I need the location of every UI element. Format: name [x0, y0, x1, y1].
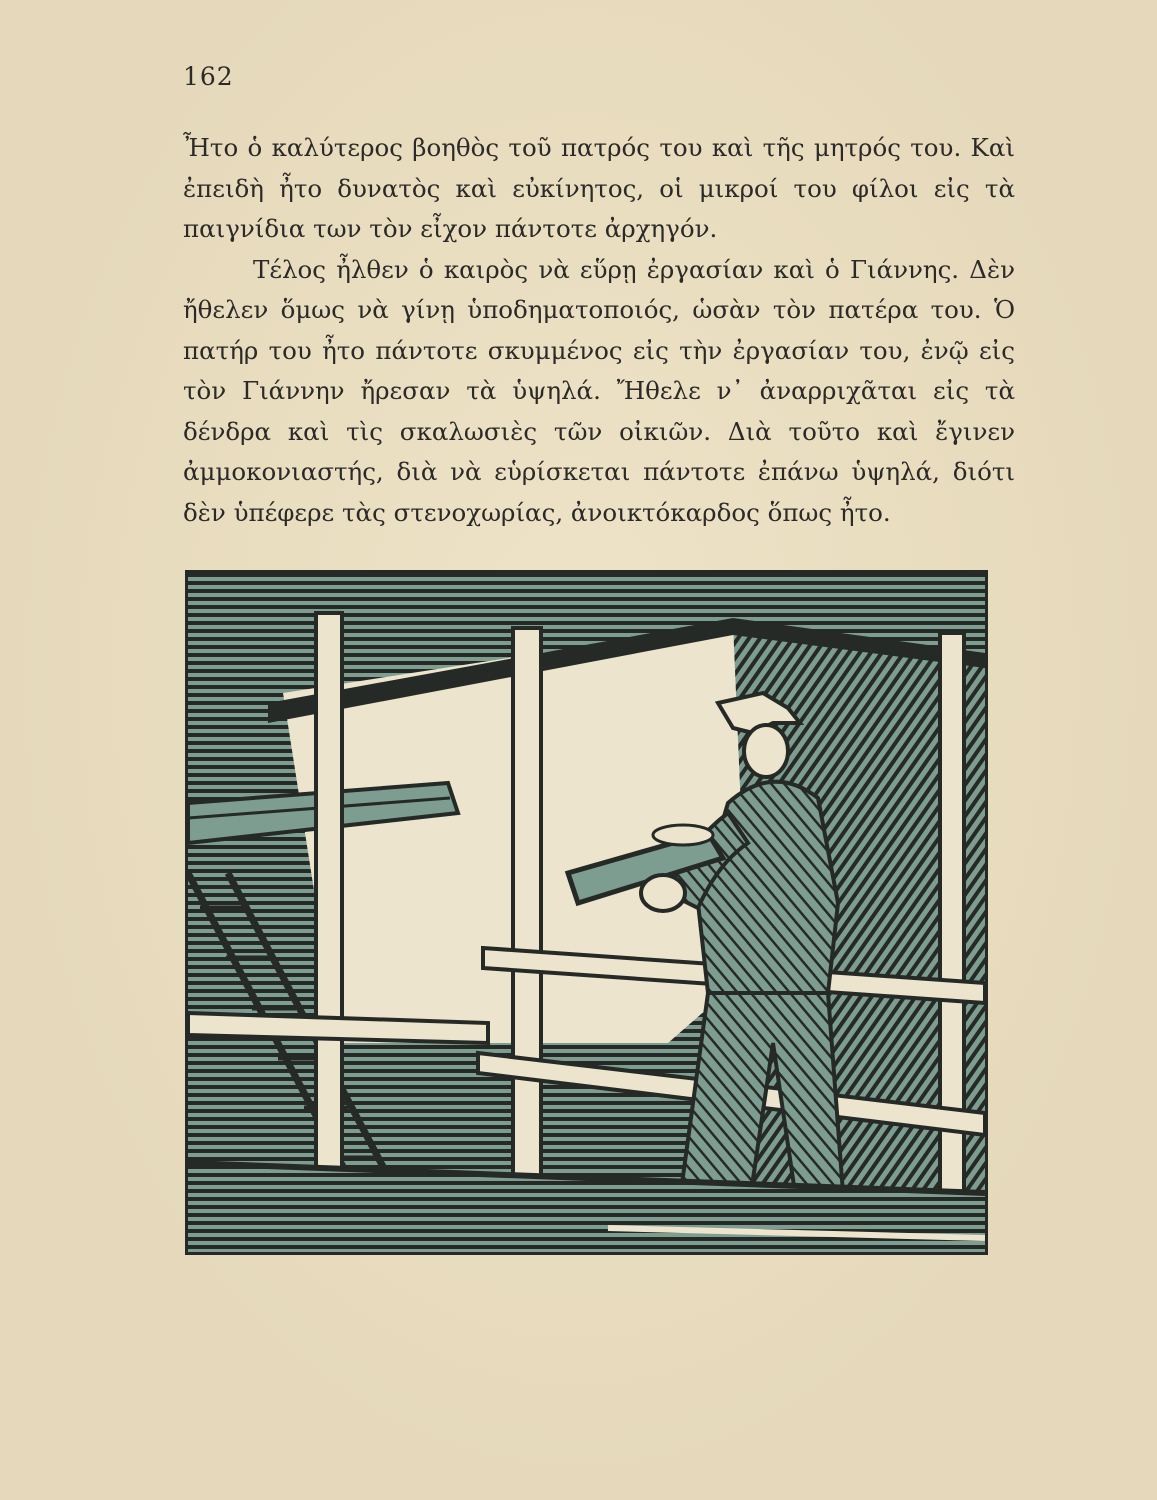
body-text — [183, 128, 1015, 533]
paragraph-2: Τέλος ἦλθεν ὁ καιρὸς νὰ εὕρῃ ἐργασίαν καὶ ὁ Γιάννης. Δὲν ἤθελεν ὅμως νὰ γίνῃ ὑποδηματοποιός, ὡσὰν τὸν πατέρα του. Ὁ πατήρ του ἦτο πάντοτε σκυμμένος εἰς τὴν ἐργασίαν του, ἐνῷ εἰς τὸν Γιάννην ἤρεσαν τὰ ὑψηλά. Ἤθελε ν᾽ ἀναρριχᾶται εἰς τὰ δένδρα καὶ τὶς σκαλωσιὲς τῶν οἰκιῶν. Διὰ τοῦτο καὶ ἔγινεν ἀμμοκονιαστής, διὰ νὰ εὑρίσκεται πάντοτε ἐπάνω ὑψηλά, διότι δὲν ὑπέφερε τὰς στενοχωρίας, ἀνοικτόκαρδος ὅπως ἦτο. — [183, 254, 1015, 527]
paragraph-1: Ἦτο ὁ καλύτερος βοηθὸς τοῦ πατρός του καὶ τῆς μητρός του. Καὶ ἐπειδὴ ἦτο δυνατὸς καὶ εὐκίνητος, οἱ μικροί του φίλοι εἰς τὰ παιγνίδια των τὸν εἶχον πάντοτε ἀρχηγόν. — [183, 133, 1015, 243]
illustration-drawing — [188, 573, 985, 1252]
page-number: 162 — [183, 62, 234, 91]
illustration-plasterer — [185, 570, 988, 1255]
